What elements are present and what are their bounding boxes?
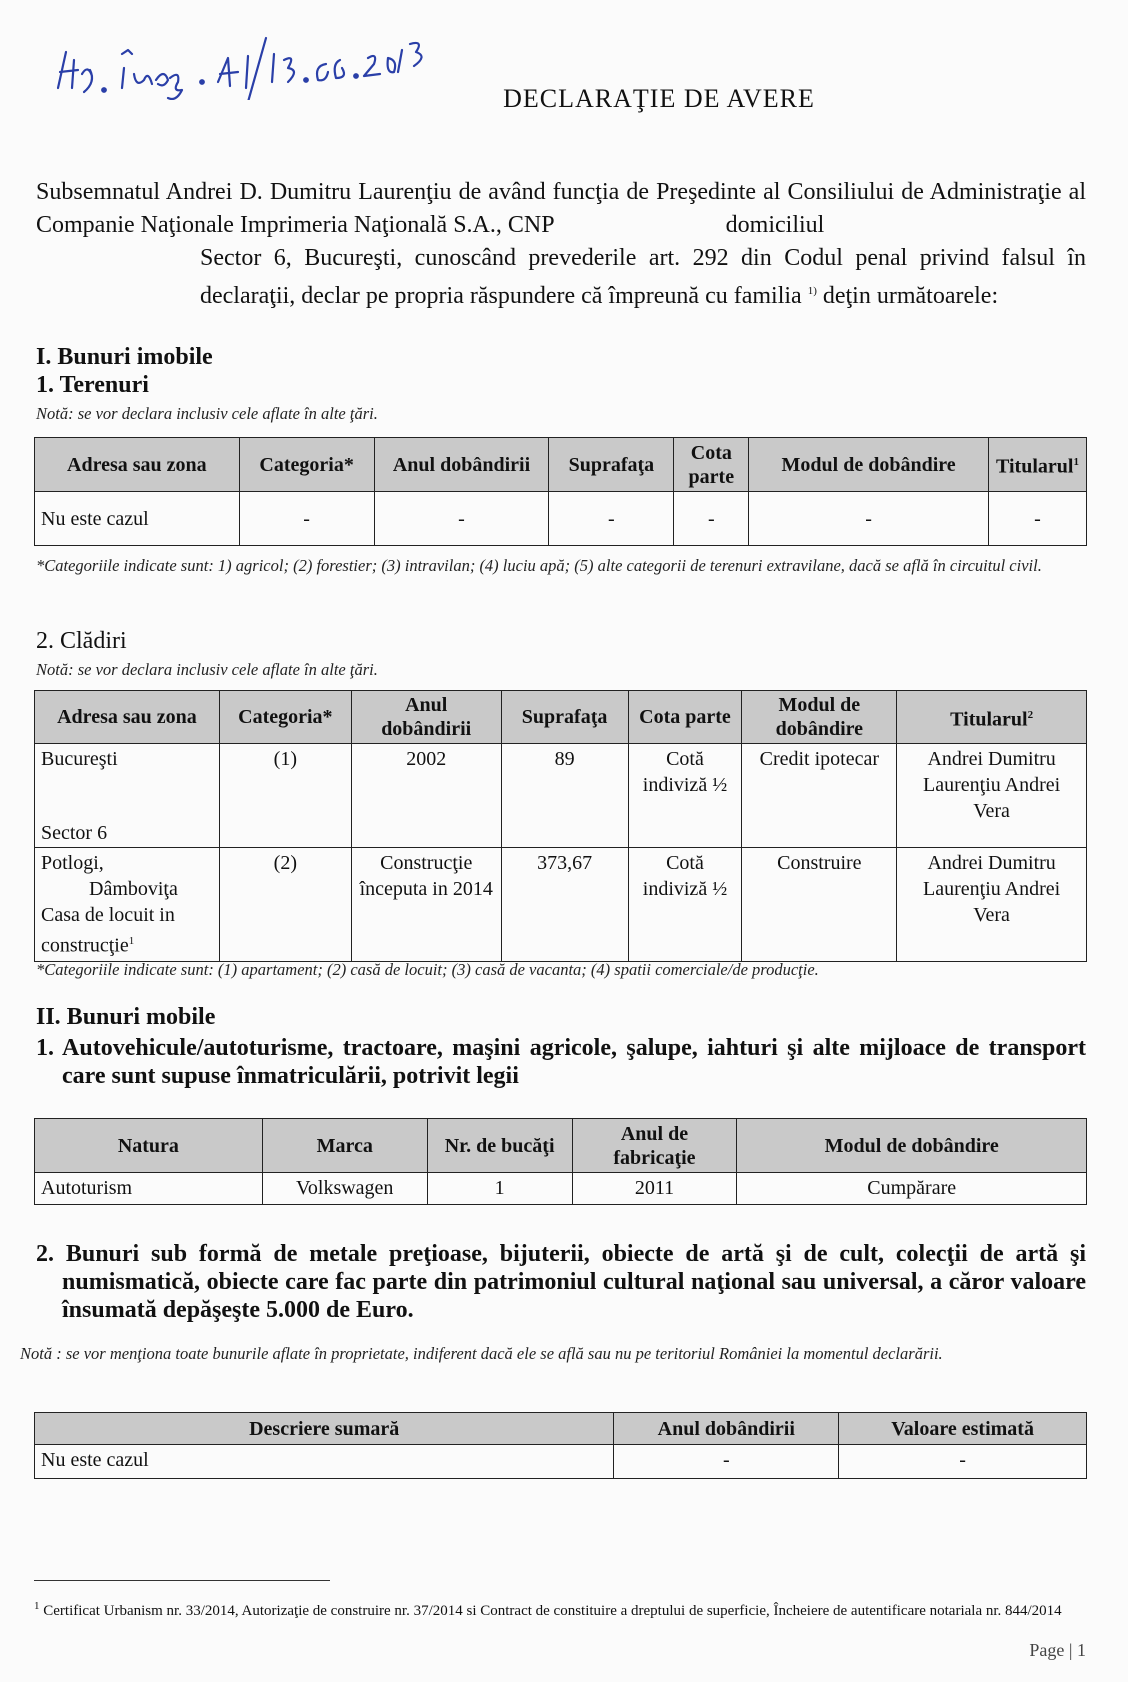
table-row bbox=[35, 492, 1087, 546]
section-II-heading: II. Bunuri mobile bbox=[36, 1004, 216, 1030]
footnote-mark: 1 bbox=[34, 1600, 40, 1612]
col-header: Valoare estimată bbox=[839, 1413, 1087, 1445]
bunuri-heading: 2. Bunuri sub formă de metale preţioase, bijuterii, obiecte de artă şi de cult, colecţii de artă şi numismatică, obiecte care fac parte din patrimoniul cultural naţional sau universal, a căror valoare însumată depăşeşte 5.000 de Euro. bbox=[36, 1241, 1086, 1323]
table-cell: (1) bbox=[219, 744, 351, 848]
bunuri-table bbox=[34, 1412, 1087, 1479]
terenuri-table bbox=[34, 437, 1087, 546]
cladiri-note: Notă: se vor declara inclusiv cele aflate în alte ţări. bbox=[36, 660, 378, 679]
table-cell: - bbox=[839, 1445, 1087, 1479]
cell-text: Casa de locuit in construcţie bbox=[41, 904, 175, 957]
titular-label: Titularul bbox=[950, 708, 1028, 731]
cell-line: Dâmboviţa bbox=[89, 878, 178, 900]
titular-sup: 2 bbox=[1027, 708, 1034, 721]
table-cell: - bbox=[239, 492, 374, 546]
table-header-row bbox=[35, 1119, 1087, 1173]
table-cell: Cotă indiviză ½ bbox=[628, 744, 742, 848]
col-header: Nr. de bucăţi bbox=[427, 1119, 572, 1173]
intro-footref: 1) bbox=[807, 285, 817, 297]
table-cell: - bbox=[614, 1445, 839, 1479]
col-header: Suprafaţa bbox=[501, 691, 628, 744]
table-header-row bbox=[35, 1413, 1087, 1445]
table-cell: 2011 bbox=[572, 1173, 737, 1205]
col-header: Marca bbox=[262, 1119, 427, 1173]
col-header: Suprafaţa bbox=[549, 438, 674, 492]
table-cell: Cumpărare bbox=[737, 1173, 1087, 1205]
col-header: Natura bbox=[35, 1119, 263, 1173]
col-header: Modul de dobândire bbox=[749, 438, 989, 492]
cell-line bbox=[41, 902, 213, 959]
table-cell bbox=[35, 744, 220, 848]
col-header: Anul de fabricaţie bbox=[572, 1119, 737, 1173]
table-cell: 373,67 bbox=[501, 848, 628, 962]
table-cell: - bbox=[749, 492, 989, 546]
intro-domiciliu: domiciliul bbox=[725, 212, 825, 238]
titular-label: Titularul bbox=[996, 455, 1074, 478]
terenuri-categories-note: *Categoriile indicate sunt: 1) agricol; (2) forestier; (3) intravilan; (4) luciu apă; (5) alte categorii de terenuri extravilane, dacă se află în circuitul civil. bbox=[36, 556, 1042, 575]
table-cell: 89 bbox=[501, 744, 628, 848]
table-row bbox=[35, 1173, 1087, 1205]
table-cell: Andrei Dumitru Laurenţiu Andrei Vera bbox=[897, 744, 1087, 848]
col-header: Categoria* bbox=[219, 691, 351, 744]
table-cell: - bbox=[549, 492, 674, 546]
table-row bbox=[35, 744, 1087, 848]
col-header: Modul de dobândire bbox=[737, 1119, 1087, 1173]
table-cell bbox=[35, 848, 220, 962]
section-I-heading: I. Bunuri imobile bbox=[36, 344, 213, 370]
document-title: DECLARAŢIE DE AVERE bbox=[503, 84, 815, 113]
table-row bbox=[35, 848, 1087, 962]
col-header: Cota parte bbox=[628, 691, 742, 744]
footnote-text: Certificat Urbanism nr. 33/2014, Autorizaţie de construire nr. 37/2014 si Contract de constituire a dreptului de superficie, Încheiere de autentificare notariala nr. 844/2014 bbox=[43, 1603, 1062, 1619]
intro-line2-end: deţin următoarele: bbox=[822, 283, 999, 309]
table-cell: Andrei Dumitru Laurenţiu Andrei Vera bbox=[897, 848, 1087, 962]
col-header: Adresa sau zona bbox=[35, 691, 220, 744]
intro-line1: Subsemnatul Andrei D. Dumitru Laurenţiu de având funcţia de Preşedinte al Consiliului de Administraţie al Companie Naţionale Imprimeria Naţională S.A., CNP bbox=[36, 179, 1086, 238]
col-header: Descriere sumară bbox=[35, 1413, 614, 1445]
col-header: Anul dobândirii bbox=[374, 438, 549, 492]
page-number: Page | 1 bbox=[1029, 1640, 1086, 1660]
table-header-row bbox=[35, 691, 1087, 744]
col-header: Anul dobândirii bbox=[351, 691, 501, 744]
cladiri-heading: 2. Clădiri bbox=[36, 628, 127, 654]
table-cell: Credit ipotecar bbox=[742, 744, 897, 848]
titular-sup: 1 bbox=[1073, 456, 1079, 469]
page-footnote bbox=[34, 1596, 1084, 1621]
table-cell: - bbox=[988, 492, 1086, 546]
terenuri-heading: 1. Terenuri bbox=[36, 372, 149, 398]
table-cell: 1 bbox=[427, 1173, 572, 1205]
table-cell: Volkswagen bbox=[262, 1173, 427, 1205]
col-header bbox=[988, 438, 1086, 492]
table-cell: (2) bbox=[219, 848, 351, 962]
cell-line: Sector 6 bbox=[41, 822, 108, 844]
table-cell: Autoturism bbox=[35, 1173, 263, 1205]
table-cell: 2002 bbox=[351, 744, 501, 848]
bunuri-note: Notă : se vor menţiona toate bunurile aflate în proprietate, indiferent dacă ele se află sau nu pe teritoriul României la momentul declarării. bbox=[20, 1344, 943, 1363]
col-header: Modul de dobândire bbox=[742, 691, 897, 744]
table-cell: Construcţie începuta in 2014 bbox=[351, 848, 501, 962]
autovehicule-heading: 1. Autovehicule/autoturisme, tractoare, maşini agricole, şalupe, iahturi şi alte mijloace de transport care sunt supuse înmatriculării, potrivit legii bbox=[36, 1035, 1086, 1089]
col-header: Categoria* bbox=[239, 438, 374, 492]
autovehicule-table bbox=[34, 1118, 1087, 1205]
intro-line2: Sector 6, Bucureşti, cunoscând prevederile art. 292 din Codul penal privind falsul în declaraţii, declar pe propria răspundere că împreună cu familia bbox=[200, 245, 1086, 309]
table-cell: Nu este cazul bbox=[35, 1445, 614, 1479]
col-header: Cota parte bbox=[674, 438, 749, 492]
table-row bbox=[35, 1445, 1087, 1479]
intro-paragraph bbox=[36, 176, 1086, 313]
table-cell: - bbox=[374, 492, 549, 546]
cell-line: Potlogi, bbox=[41, 852, 104, 874]
col-header bbox=[897, 691, 1087, 744]
cell-sup: 1 bbox=[128, 935, 135, 947]
table-cell: Nu este cazul bbox=[35, 492, 240, 546]
col-header: Anul dobândirii bbox=[614, 1413, 839, 1445]
col-header: Adresa sau zona bbox=[35, 438, 240, 492]
table-header-row bbox=[35, 438, 1087, 492]
cell-line: Bucureşti bbox=[41, 748, 118, 770]
cladiri-categories-note: *Categoriile indicate sunt: (1) apartament; (2) casă de locuit; (3) casă de vacanta; (4) spatii comerciale/de producţie. bbox=[36, 960, 819, 979]
table-cell: Cotă indiviză ½ bbox=[628, 848, 742, 962]
terenuri-note: Notă: se vor declara inclusiv cele aflate în alte ţări. bbox=[36, 404, 378, 423]
table-cell: Construire bbox=[742, 848, 897, 962]
cladiri-table bbox=[34, 690, 1087, 962]
table-cell: - bbox=[674, 492, 749, 546]
footnote-divider bbox=[34, 1580, 330, 1581]
